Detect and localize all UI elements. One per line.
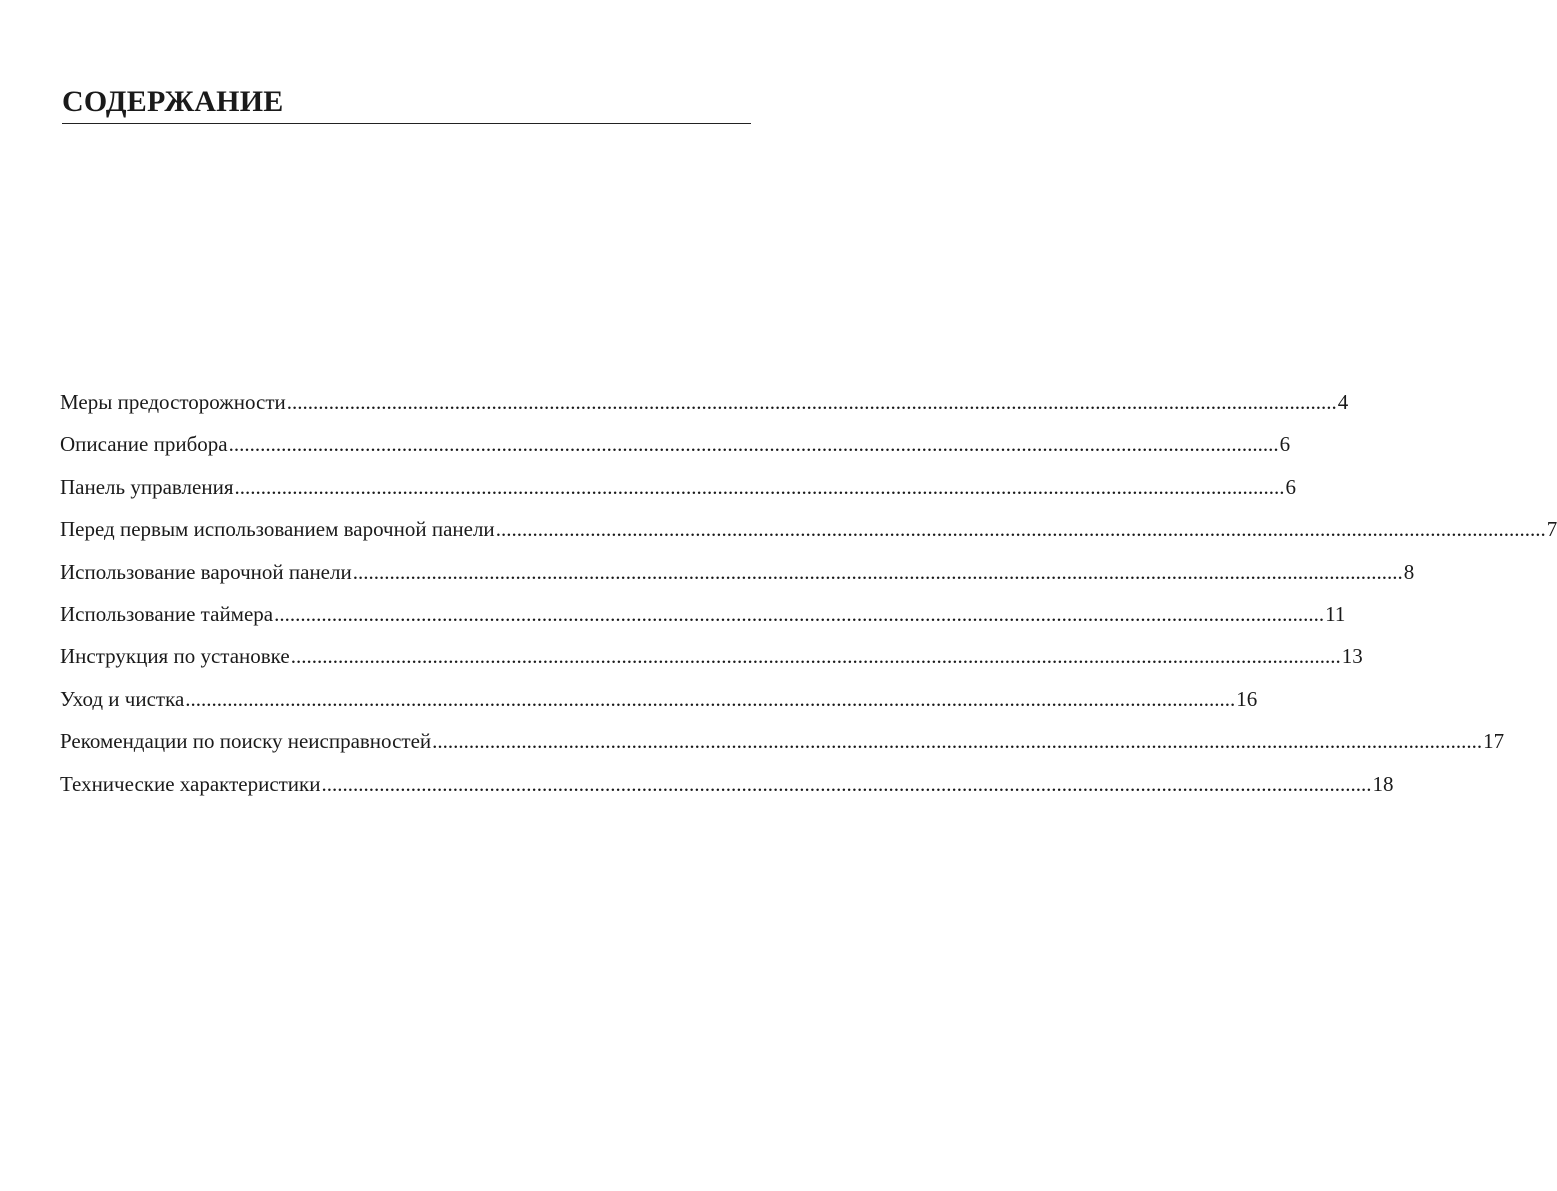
toc-entry-installation[interactable] <box>60 638 1363 680</box>
toc-entry-before-first-use[interactable] <box>60 511 1557 553</box>
toc-entry-label: Описание прибора <box>60 432 228 457</box>
toc-entry-page-number: 18 <box>1372 771 1394 796</box>
table-of-contents <box>60 384 1557 808</box>
toc-entry-page-number: 6 <box>1285 474 1296 499</box>
toc-entry-label: Перед первым использованием варочной панели <box>60 517 495 542</box>
toc-entry-label: Панель управления <box>60 474 234 499</box>
toc-entry-label: Использование таймера <box>60 601 274 626</box>
toc-entry-page-number: 8 <box>1403 559 1415 584</box>
dot-leader: ........................................................................................................................................................................................................ <box>234 474 1285 499</box>
toc-entry-label: Технические характеристики <box>60 771 321 796</box>
toc-entry-device-description[interactable] <box>60 426 1291 468</box>
toc-entry-page-number: 6 <box>1279 432 1291 457</box>
toc-entry-label: Уход и чистка <box>60 686 185 711</box>
toc-entry-label: Использование варочной панели <box>60 559 352 584</box>
toc-entry-label: Инструкция по установке <box>60 644 290 669</box>
toc-entry-label: Меры предосторожности <box>60 390 286 414</box>
dot-leader: ........................................................................................................................................................................................................ <box>432 729 1483 754</box>
dot-leader: ........................................................................................................................................................................................................ <box>185 686 1236 711</box>
toc-entry-page-number: 16 <box>1236 686 1258 711</box>
toc-entry-label: Рекомендации по поиску неисправностей <box>60 729 432 754</box>
dot-leader: ........................................................................................................................................................................................................ <box>352 559 1403 584</box>
dot-leader: ........................................................................................................................................................................................................ <box>228 432 1279 457</box>
toc-entry-page-number: 7 <box>1546 517 1557 542</box>
dot-leader: ........................................................................................................................................................................................................ <box>274 601 1325 626</box>
dot-leader: ........................................................................................................................................................................................................ <box>286 390 1337 414</box>
toc-entry-specifications[interactable] <box>60 766 1394 808</box>
dot-leader: ........................................................................................................................................................................................................ <box>321 771 1372 796</box>
page-title: СОДЕРЖАНИЕ <box>62 85 284 118</box>
toc-entry-page-number: 17 <box>1483 729 1505 754</box>
toc-entry-control-panel[interactable] <box>60 469 1296 511</box>
dot-leader: ........................................................................................................................................................................................................ <box>290 644 1341 669</box>
toc-entry-page-number: 13 <box>1341 644 1363 669</box>
toc-entry-care-cleaning[interactable] <box>60 681 1258 723</box>
toc-entry-using-hob[interactable] <box>60 554 1415 596</box>
toc-entry-page-number: 11 <box>1325 601 1346 626</box>
toc-entry-page-number: 4 <box>1337 390 1349 414</box>
title-divider <box>62 123 751 124</box>
toc-entry-safety-precautions[interactable] <box>60 384 1349 426</box>
dot-leader: ........................................................................................................................................................................................................ <box>495 517 1546 542</box>
toc-entry-using-timer[interactable] <box>60 596 1346 638</box>
toc-entry-troubleshooting[interactable] <box>60 723 1505 765</box>
